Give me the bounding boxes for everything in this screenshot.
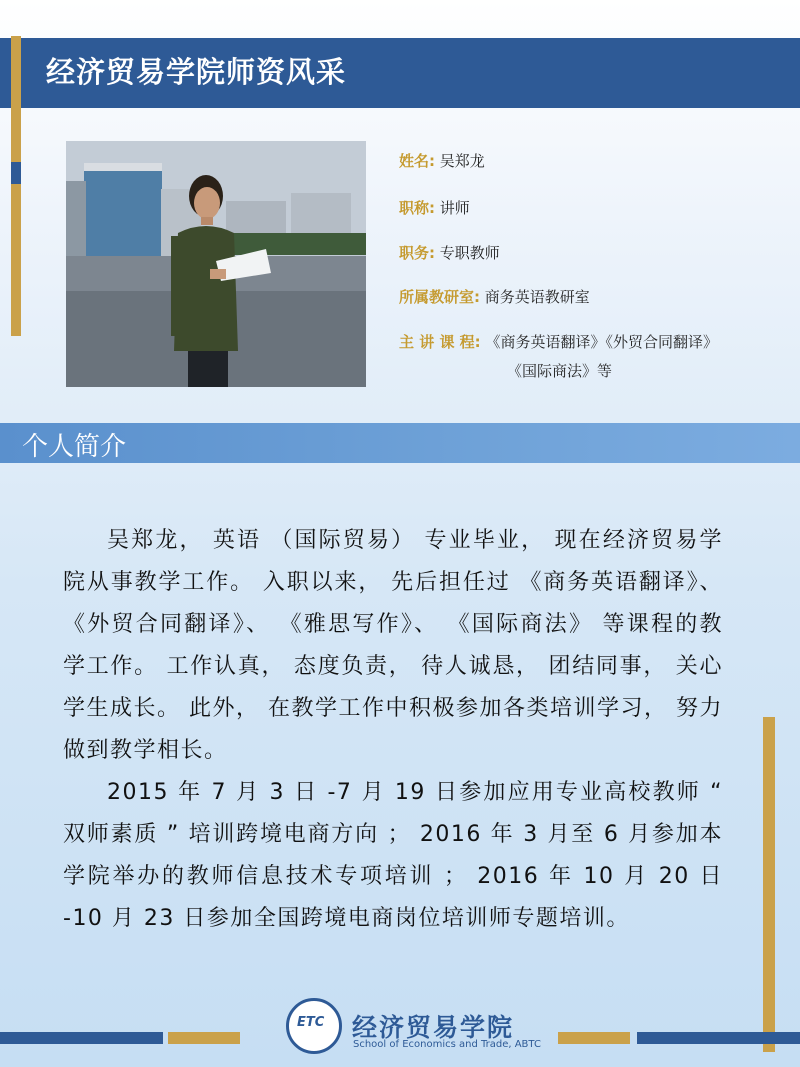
courses-value-line2: 《国际商法》等 <box>507 362 613 380</box>
name-row <box>399 150 485 171</box>
footer-bar-gold-right <box>558 1032 630 1044</box>
teacher-photo-illustration <box>66 141 366 387</box>
section-title: 个人简介 <box>22 432 127 462</box>
blue-accent-tab-left <box>11 162 21 184</box>
bio-text <box>63 520 723 940</box>
title-row <box>399 197 470 218</box>
bio-paragraph-1: 吴郑龙， 英语 （国际贸易） 专业毕业， 现在经济贸易学院从事教学工作。 入职以来， 先后担任过 《商务英语翻译》、 《外贸合同翻译》、 《雅思写作》、 《国际商法》 等课程的教学工作。 工作认真， 态度负责， 待人诚恳， 团结同事， 关心学生成长。 此外， 在教学工作中积极参加各类培训学习， 努力做到教学相长。 <box>63 528 723 763</box>
courses-row <box>399 331 718 352</box>
footer-bar-gold-left <box>168 1032 240 1044</box>
title-value: 讲师 <box>439 199 470 217</box>
page-title: 经济贸易学院师资风采 <box>46 55 347 89</box>
courses-label: 主 讲 课 程: <box>399 333 481 351</box>
dept-row <box>399 286 590 307</box>
position-row <box>399 242 500 263</box>
name-value: 吴郑龙 <box>439 152 485 170</box>
footer-bar-blue-left <box>0 1032 163 1044</box>
name-label: 姓名: <box>399 152 435 170</box>
gold-accent-bar-left <box>11 36 21 336</box>
school-name-english: School of Economics and Trade, ABTC <box>353 1039 541 1050</box>
school-name: 经济贸易学院 <box>352 1013 515 1042</box>
gold-accent-bar-right <box>763 717 775 1052</box>
courses-row-2 <box>507 360 612 381</box>
school-logo-icon <box>286 998 342 1054</box>
courses-value-line1: 《商务英语翻译》《外贸合同翻译》 <box>485 333 718 351</box>
dept-value: 商务英语教研室 <box>484 288 590 306</box>
footer-bar-blue-right <box>637 1032 800 1044</box>
position-value: 专职教师 <box>439 244 500 262</box>
title-label: 职称: <box>399 199 435 217</box>
position-label: 职务: <box>399 244 435 262</box>
logo-mark: ETC <box>297 1015 325 1030</box>
teacher-photo <box>66 141 366 387</box>
dept-label: 所属教研室: <box>399 288 480 306</box>
bio-paragraph-2: 2015 年 7 月 3 日 -7 月 19 日参加应用专业高校教师 “ 双师素质 ” 培训跨境电商方向 ； 2016 年 3 月至 6 月参加本学院举办的教师信息技术专项培训 ； 2016 年 10 月 20 日 -10 月 23 日参加全国跨境电商岗位培训师专题培训。 <box>63 780 723 931</box>
